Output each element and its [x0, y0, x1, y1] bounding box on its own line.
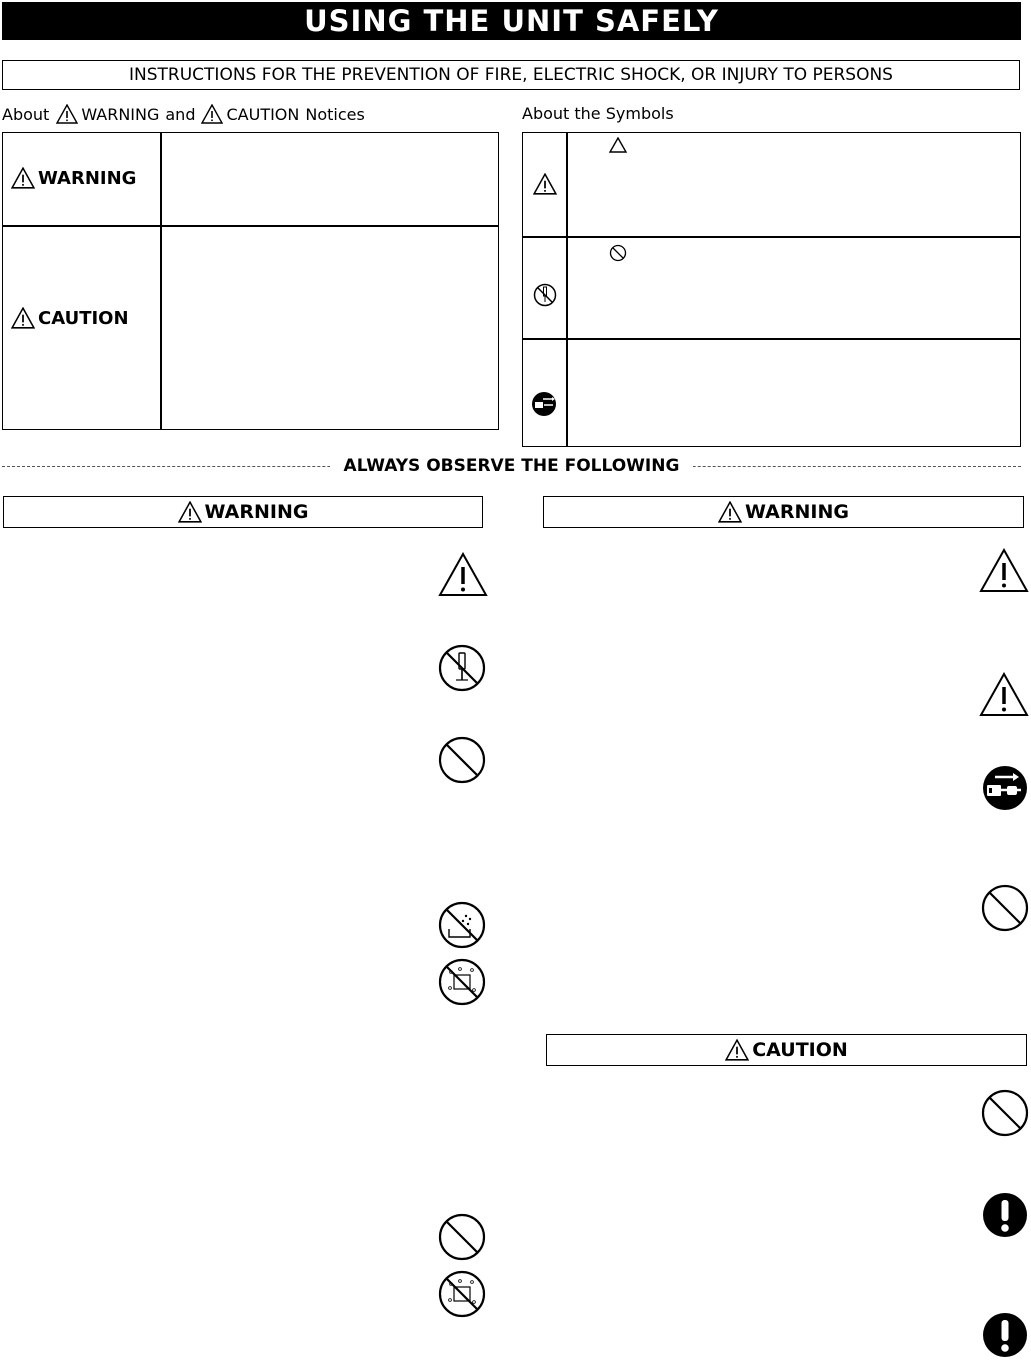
caution-triangle-icon	[201, 104, 223, 124]
table-divider	[160, 133, 162, 429]
notice-caution-label	[11, 307, 129, 329]
prohibited-icon	[438, 1213, 486, 1261]
prohibited-icon	[981, 1089, 1029, 1137]
about-warning-word: WARNING	[81, 104, 160, 124]
caution-triangle-icon	[11, 307, 35, 329]
left-warning-text: WARNING	[204, 501, 309, 523]
mandatory-icon	[981, 1311, 1029, 1359]
right-caution-heading	[546, 1034, 1027, 1066]
notice-caution-text: CAUTION	[38, 307, 129, 329]
unplug-icon	[531, 391, 557, 417]
about-notices-heading	[2, 104, 365, 124]
warning-triangle-icon	[56, 104, 78, 124]
warning-triangle-icon	[11, 167, 35, 189]
instructions-heading: INSTRUCTIONS FOR THE PREVENTION OF FIRE, ELECTRIC SHOCK, OR INJURY TO PERSONS	[2, 60, 1020, 90]
no-water-icon	[438, 901, 486, 949]
no-disassemble-icon	[533, 283, 557, 307]
about-and-word: and	[165, 104, 196, 124]
always-observe-heading	[2, 456, 1021, 476]
left-warning-heading	[3, 496, 483, 528]
observe-divider	[2, 456, 1021, 476]
always-observe-text: ALWAYS OBSERVE THE FOLLOWING	[330, 456, 694, 476]
notice-table	[2, 132, 499, 430]
mandatory-icon	[981, 1191, 1029, 1239]
warning-triangle-icon	[979, 548, 1029, 593]
right-caution-text: CAUTION	[752, 1039, 848, 1061]
caution-triangle-icon	[725, 1039, 749, 1061]
prohibited-icon	[438, 736, 486, 784]
notice-warning-label	[11, 167, 136, 189]
notice-warning-text: WARNING	[38, 167, 137, 189]
warning-triangle-icon	[438, 552, 488, 597]
prohibited-icon	[981, 884, 1029, 932]
warning-triangle-icon	[533, 173, 557, 195]
no-disassemble-icon	[438, 644, 486, 692]
symbols-table	[522, 132, 1021, 447]
page-title: USING THE UNIT SAFELY	[2, 2, 1021, 40]
warning-triangle-icon	[979, 672, 1029, 717]
warning-triangle-icon	[178, 501, 202, 523]
table-divider	[523, 236, 1020, 238]
right-warning-text: WARNING	[745, 501, 849, 523]
table-divider	[523, 338, 1020, 340]
about-symbols-heading: About the Symbols	[522, 104, 674, 123]
about-prefix: About	[2, 104, 50, 124]
warning-triangle-icon	[718, 501, 742, 523]
unplug-icon	[981, 764, 1029, 812]
about-caution-word: CAUTION	[226, 104, 300, 124]
small-triangle-icon	[609, 137, 627, 153]
table-divider	[3, 225, 498, 227]
table-divider	[566, 133, 568, 446]
no-small-objects-icon	[438, 1270, 486, 1318]
no-small-objects-icon	[438, 958, 486, 1006]
small-prohibited-icon	[609, 244, 627, 262]
right-warning-heading	[543, 496, 1024, 528]
about-suffix: Notices	[305, 104, 365, 124]
